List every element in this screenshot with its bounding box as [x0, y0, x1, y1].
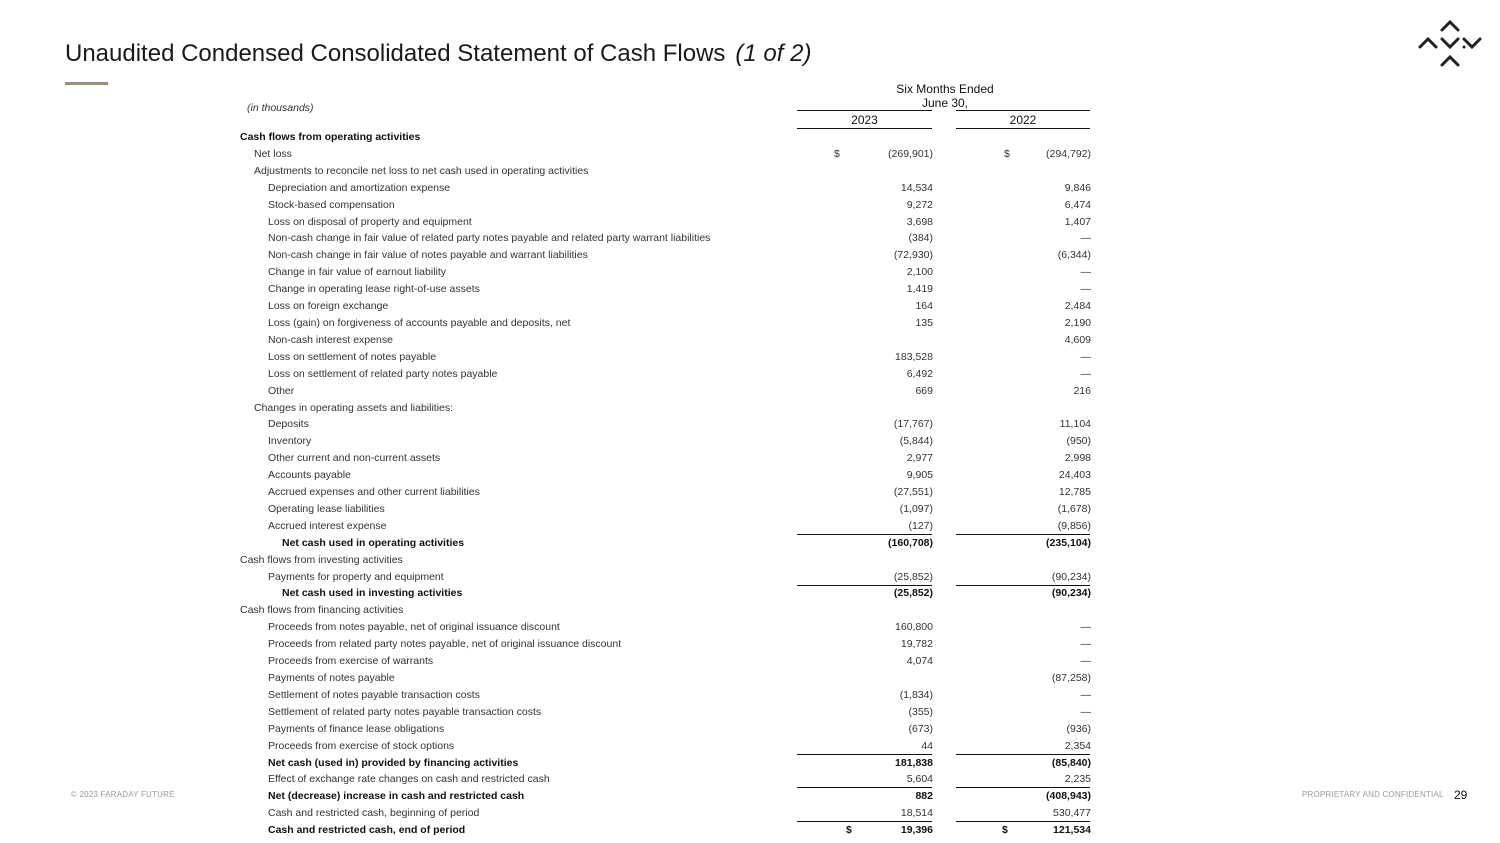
table-row	[0, 569, 1500, 586]
value-2022: 6,474	[1064, 198, 1091, 211]
value-2022: 2,235	[1064, 773, 1091, 786]
value-2022: 2,354	[1064, 739, 1091, 752]
table-row	[0, 721, 1500, 738]
value-2022: —	[1080, 232, 1091, 245]
title-main: Unaudited Condensed Consolidated Statement of Cash Flows	[65, 40, 726, 67]
value-2022: (90,234)	[1051, 587, 1091, 600]
value-2022: (90,234)	[1051, 570, 1091, 583]
value-2022: —	[1080, 638, 1091, 651]
row-label: Change in operating lease right-of-use assets	[268, 283, 480, 296]
row-label: Inventory	[268, 435, 312, 448]
value-2023: 5,604	[906, 773, 933, 786]
table-row	[0, 349, 1500, 366]
currency-symbol-2023: $	[834, 147, 840, 160]
row-label: Loss on disposal of property and equipment	[268, 215, 472, 228]
cash-flow-table	[0, 129, 1500, 839]
row-label: Non-cash interest expense	[268, 333, 393, 346]
row-label: Payments of notes payable	[268, 672, 395, 684]
value-2023: 3,698	[906, 215, 933, 228]
value-2022: (85,840)	[1051, 756, 1091, 769]
value-2022: (6,344)	[1057, 249, 1091, 262]
value-2023: (25,852)	[893, 570, 933, 583]
value-2023: (72,930)	[893, 249, 933, 262]
value-2023: 9,905	[906, 469, 933, 482]
row-label: Change in fair value of earnout liability	[268, 266, 447, 279]
table-row	[0, 383, 1500, 400]
footer-copyright: © 2023 FARADAY FUTURE	[71, 790, 175, 799]
row-label: Loss on settlement of notes payable	[268, 350, 437, 363]
table-row	[0, 433, 1500, 450]
row-label: Cash flows from investing activities	[240, 553, 403, 566]
table-row	[0, 416, 1500, 433]
table-row	[0, 129, 1500, 146]
table-row	[0, 484, 1500, 501]
value-2022: 2,190	[1064, 316, 1091, 329]
value-2023: 4,074	[906, 655, 933, 668]
value-2022: (87,258)	[1051, 672, 1091, 684]
value-2023: 18,514	[900, 807, 933, 820]
value-2023: (269,901)	[888, 147, 933, 160]
table-row	[0, 197, 1500, 214]
value-2022: 24,403	[1058, 469, 1091, 482]
page-title	[65, 40, 811, 68]
table-row	[0, 332, 1500, 349]
row-label: Net cash (used in) provided by financing activities	[268, 756, 519, 769]
value-2022: (294,792)	[1046, 147, 1091, 160]
row-label: Accounts payable	[268, 469, 351, 482]
value-2023: 1,419	[906, 283, 933, 296]
value-2022: —	[1080, 705, 1091, 718]
row-label: Cash and restricted cash, end of period	[268, 824, 466, 837]
table-row	[0, 771, 1500, 788]
value-2023: 19,396	[900, 824, 933, 837]
currency-symbol-2022: $	[1004, 147, 1010, 160]
table-row	[0, 230, 1500, 247]
page-number: 29	[1454, 788, 1468, 802]
row-label: Proceeds from exercise of warrants	[268, 655, 434, 668]
row-label: Proceeds from exercise of stock options	[268, 739, 455, 752]
row-label: Non-cash change in fair value of notes payable and warrant liabilities	[268, 249, 588, 262]
value-2022: 1,407	[1064, 215, 1091, 228]
value-2022: (235,104)	[1046, 536, 1091, 549]
row-label: Loss (gain) on forgiveness of accounts payable and deposits, net	[268, 316, 571, 329]
table-row	[0, 704, 1500, 721]
value-2022: (1,678)	[1057, 502, 1091, 515]
value-2022: 11,104	[1059, 418, 1091, 431]
table-row	[0, 298, 1500, 315]
row-label: Other current and non-current assets	[268, 452, 441, 465]
value-2023: 160,800	[895, 621, 933, 634]
value-2022: —	[1080, 266, 1091, 279]
period-date-header: June 30,	[921, 96, 969, 110]
table-row	[0, 670, 1500, 687]
table-row	[0, 400, 1500, 417]
row-label: Effect of exchange rate changes on cash and restricted cash	[268, 773, 550, 786]
value-2022: 2,998	[1064, 452, 1091, 465]
table-row	[0, 552, 1500, 569]
value-2023: (1,097)	[899, 502, 933, 515]
value-2023: (160,708)	[888, 536, 933, 549]
row-label: Other	[268, 384, 295, 397]
row-label: Net loss	[254, 147, 292, 160]
value-2023: 164	[915, 300, 933, 313]
table-row	[0, 180, 1500, 197]
title-accent-rule	[65, 82, 108, 85]
value-2023: 6,492	[906, 367, 933, 380]
value-2022: 216	[1073, 384, 1091, 397]
value-2022: (408,943)	[1046, 790, 1091, 803]
value-2023: (384)	[908, 232, 933, 245]
value-2022: 12,785	[1058, 486, 1091, 499]
row-label: Adjustments to reconcile net loss to net cash used in operating activities	[254, 164, 589, 177]
table-row	[0, 315, 1500, 332]
table-row	[0, 281, 1500, 298]
value-2022: —	[1080, 283, 1091, 296]
value-2022: —	[1080, 350, 1091, 363]
currency-symbol-2023: $	[846, 824, 852, 837]
value-2022: (936)	[1066, 722, 1091, 735]
row-label: Deposits	[268, 418, 309, 431]
value-2022: 530,477	[1053, 807, 1091, 820]
value-2022: —	[1080, 688, 1091, 701]
row-label: Proceeds from related party notes payable, net of original issuance discount	[268, 638, 622, 651]
value-2023: (25,852)	[893, 587, 933, 600]
table-row	[0, 214, 1500, 231]
value-2022: —	[1080, 621, 1091, 634]
table-row	[0, 501, 1500, 518]
value-2022: 9,846	[1064, 181, 1091, 194]
period-header: Six Months Ended	[896, 82, 994, 96]
value-2022: (950)	[1066, 435, 1091, 448]
period-header-rule-left	[797, 110, 932, 111]
row-label: Payments of finance lease obligations	[268, 722, 445, 735]
row-label: Depreciation and amortization expense	[268, 181, 451, 194]
value-2023: 135	[915, 316, 933, 329]
value-2023: (127)	[908, 519, 933, 532]
value-2023: 183,528	[895, 350, 933, 363]
row-label: Net (decrease) increase in cash and restricted cash	[268, 790, 525, 803]
value-2023: (673)	[908, 722, 933, 735]
row-label: Settlement of related party notes payable transaction costs	[268, 705, 542, 718]
row-label: Cash and restricted cash, beginning of period	[268, 807, 480, 820]
period-header-rule-right	[956, 110, 1090, 111]
row-label: Loss on foreign exchange	[268, 300, 389, 313]
units-note: (in thousands)	[247, 102, 314, 114]
value-2022: —	[1080, 655, 1091, 668]
value-2022: —	[1080, 367, 1091, 380]
table-row	[0, 805, 1500, 822]
table-row	[0, 450, 1500, 467]
row-label: Cash flows from financing activities	[240, 604, 404, 617]
value-2023: 44	[921, 739, 933, 752]
value-2023: 669	[915, 384, 933, 397]
row-label: Cash flows from operating activities	[240, 131, 421, 143]
table-row	[0, 366, 1500, 383]
table-row	[0, 535, 1500, 552]
row-label: Accrued expenses and other current liabilities	[268, 486, 480, 499]
table-row	[0, 585, 1500, 602]
column-header-2023: 2023	[851, 113, 878, 127]
value-2022: 121,534	[1053, 824, 1091, 837]
table-row	[0, 264, 1500, 281]
row-label: Non-cash change in fair value of related party notes payable and related party warrant liabilities	[268, 232, 711, 245]
row-label: Net cash used in investing activities	[282, 587, 463, 600]
value-2023: 181,838	[895, 756, 933, 769]
value-2023: 9,272	[906, 198, 933, 211]
table-row	[0, 619, 1500, 636]
value-2023: (1,834)	[899, 688, 933, 701]
row-label: Proceeds from notes payable, net of original issuance discount	[268, 621, 560, 634]
column-header-2022: 2022	[1009, 113, 1037, 127]
value-2022: (9,856)	[1057, 519, 1091, 532]
table-row	[0, 247, 1500, 264]
row-label: Net cash used in operating activities	[282, 536, 465, 549]
row-label: Stock-based compensation	[268, 198, 395, 211]
value-2023: (5,844)	[899, 435, 933, 448]
currency-symbol-2022: $	[1002, 824, 1008, 837]
table-row	[0, 467, 1500, 484]
row-label: Settlement of notes payable transaction costs	[268, 688, 480, 701]
table-row	[0, 738, 1500, 755]
value-2023: 2,977	[906, 452, 933, 465]
table-row	[0, 602, 1500, 619]
title-suffix: (1 of 2)	[735, 40, 812, 67]
value-2022: 2,484	[1064, 300, 1091, 313]
value-2023: (355)	[908, 705, 933, 718]
value-2023: (17,767)	[893, 418, 933, 431]
row-label: Loss on settlement of related party notes payable	[268, 367, 498, 380]
table-row	[0, 822, 1500, 839]
footer-confidential: PROPRIETARY AND CONFIDENTIAL	[1302, 790, 1444, 799]
value-2023: 2,100	[906, 266, 933, 279]
value-2023: (27,551)	[893, 486, 933, 499]
table-row	[0, 687, 1500, 704]
row-label: Accrued interest expense	[268, 519, 387, 532]
value-2022: 4,609	[1064, 333, 1091, 346]
row-label: Payments for property and equipment	[268, 570, 444, 583]
value-2023: 882	[915, 790, 933, 803]
value-2023: 14,534	[900, 181, 933, 194]
row-label: Changes in operating assets and liabilities:	[254, 401, 454, 414]
value-2023: 19,782	[900, 638, 933, 651]
table-row	[0, 636, 1500, 653]
row-label: Operating lease liabilities	[268, 502, 385, 515]
table-row	[0, 518, 1500, 535]
table-row	[0, 755, 1500, 772]
table-row	[0, 163, 1500, 180]
table-row	[0, 146, 1500, 163]
table-row	[0, 653, 1500, 670]
faraday-future-logo-icon	[1416, 18, 1484, 70]
table-row	[0, 788, 1500, 805]
